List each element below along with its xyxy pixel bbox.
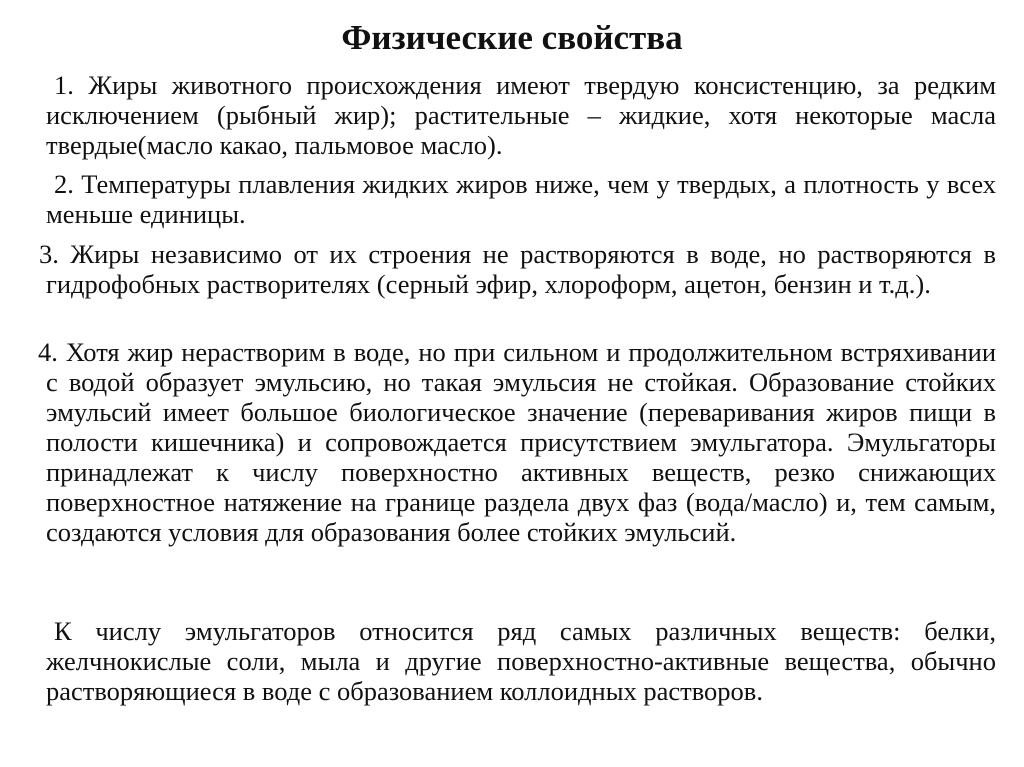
slide-title: Физические свойства	[341, 18, 683, 57]
paragraph-emulsifiers: К числу эмульгаторов относится ряд самых различных веществ: белки, желчнокислые соли, мыла и другие поверхностно-активные вещества, обычно растворяющиеся в воде с образованием коллоидных растворов.	[46, 616, 996, 706]
paragraph-animal-fats-consistency: 1. Жиры животного происхождения имеют твердую консистенцию, за редким исключением (рыбный жир); растительные – жидкие, хотя некоторые масла твердые(масло какао, пальмовое масло).	[46, 70, 996, 160]
paragraph-emulsion: 4. Хотя жир нерастворим в воде, но при сильном и продолжительном встряхивании с водой образует эмульсию, но такая эмульсия не стойкая. Образование стойких эмульсий имеет большое биологическое значение (переваривания жиров пищи в полости кишечника) и сопровождается присутствием эмульгатора. Эмульгаторы принадлежат к числу поверхностно активных веществ, резко снижающих поверхностное натяжение на границе раздела двух фаз (вода/масло) и, тем самым, создаются условия для образования более стойких эмульсий.	[38, 337, 996, 547]
paragraph-solubility: 3. Жиры независимо от их строения не растворяются в воде, но растворяются в гидрофобных растворителях (серный эфир, хлороформ, ацетон, бензин и т.д.).	[39, 239, 996, 299]
paragraph-melting-temperature: 2. Температуры плавления жидких жиров ниже, чем у твердых, а плотность у всех меньше единицы.	[46, 169, 996, 229]
